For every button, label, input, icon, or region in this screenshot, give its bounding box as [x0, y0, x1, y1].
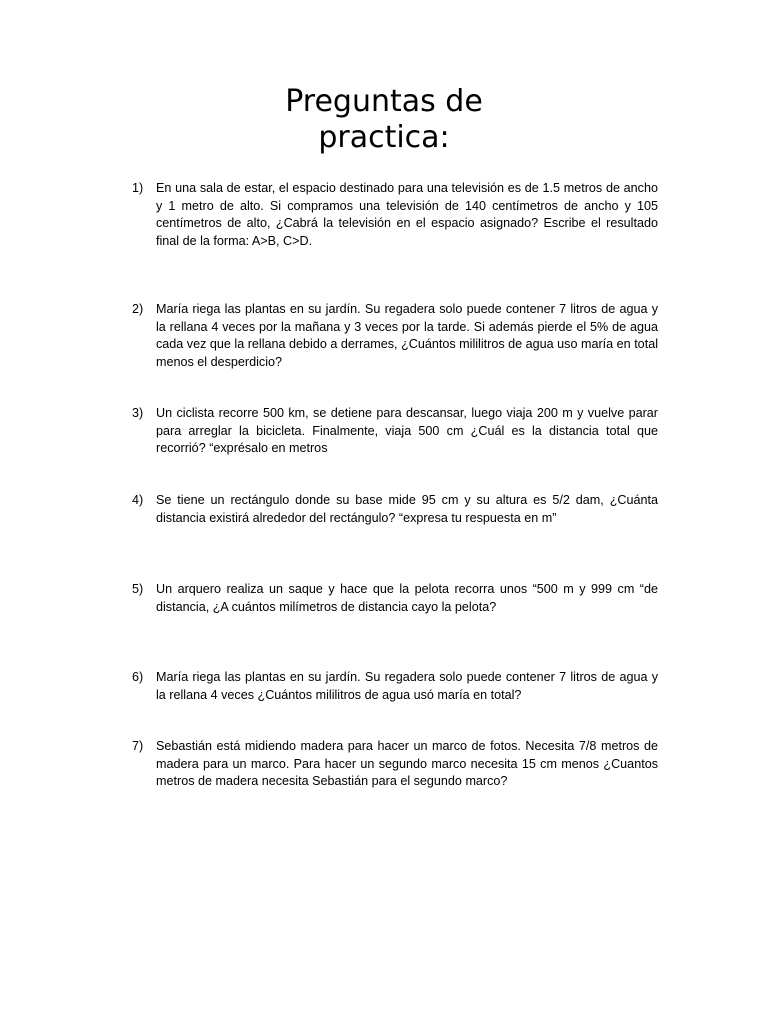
question-text: María riega las plantas en su jardín. Su regadera solo puede contener 7 litros de agua y la rellana 4 veces ¿Cuántos mililitros de agua usó maría en total? — [156, 670, 658, 702]
question-text: Sebastián está midiendo madera para hacer un marco de fotos. Necesita 7/8 metros de madera para un marco. Para hacer un segundo marco necesita 15 cm menos ¿Cuantos metros de madera necesita Sebastián para el segundo marco? — [156, 739, 658, 789]
question-text: Se tiene un rectángulo donde su base mide 95 cm y su altura es 5/2 dam, ¿Cuánta distancia existirá alrededor del rectángulo? “expresa tu respuesta en m” — [156, 493, 658, 525]
question-text: María riega las plantas en su jardín. Su regadera solo puede contener 7 litros de agua y la rellana 4 veces por la mañana y 3 veces por la tarde. Si además pierde el 5% de agua cada vez que la rellana debido a derrames, ¿Cuántos mililitros de agua uso maría en total menos el desperdicio? — [156, 302, 658, 369]
question-number: 7) — [132, 739, 144, 753]
question-item-3 — [126, 405, 658, 458]
title-line-1: Preguntas de — [285, 84, 483, 119]
question-number: 1) — [132, 181, 144, 195]
question-item-5 — [126, 581, 658, 616]
question-number: 2) — [132, 302, 144, 316]
question-item-4 — [126, 492, 658, 527]
question-text: Un arquero realiza un saque y hace que la pelota recorra unos “500 m y 999 cm “de distancia, ¿A cuántos milímetros de distancia cayo la pelota? — [156, 582, 658, 614]
question-number: 6) — [132, 670, 144, 684]
question-item-7 — [126, 738, 658, 791]
title-line-2: practica: — [318, 120, 450, 155]
question-item-2 — [126, 301, 658, 371]
page-title — [0, 84, 768, 156]
question-number: 5) — [132, 582, 144, 596]
question-item-1 — [126, 180, 658, 250]
question-number: 4) — [132, 493, 144, 507]
question-text: En una sala de estar, el espacio destinado para una televisión es de 1.5 metros de ancho y 1 metro de alto. Si compramos una televisión de 140 centímetros de ancho y 105 centímetros de alto, ¿Cabrá la televisión en el espacio asignado? Escribe el resultado final de la forma: A>B, C>D. — [156, 181, 658, 248]
question-item-6 — [126, 669, 658, 704]
question-number: 3) — [132, 406, 144, 420]
question-text: Un ciclista recorre 500 km, se detiene para descansar, luego viaja 200 m y vuelve parar para arreglar la bicicleta. Finalmente, viaja 500 cm ¿Cuál es la distancia total que recorrió? “exprésalo en metros — [156, 406, 658, 456]
